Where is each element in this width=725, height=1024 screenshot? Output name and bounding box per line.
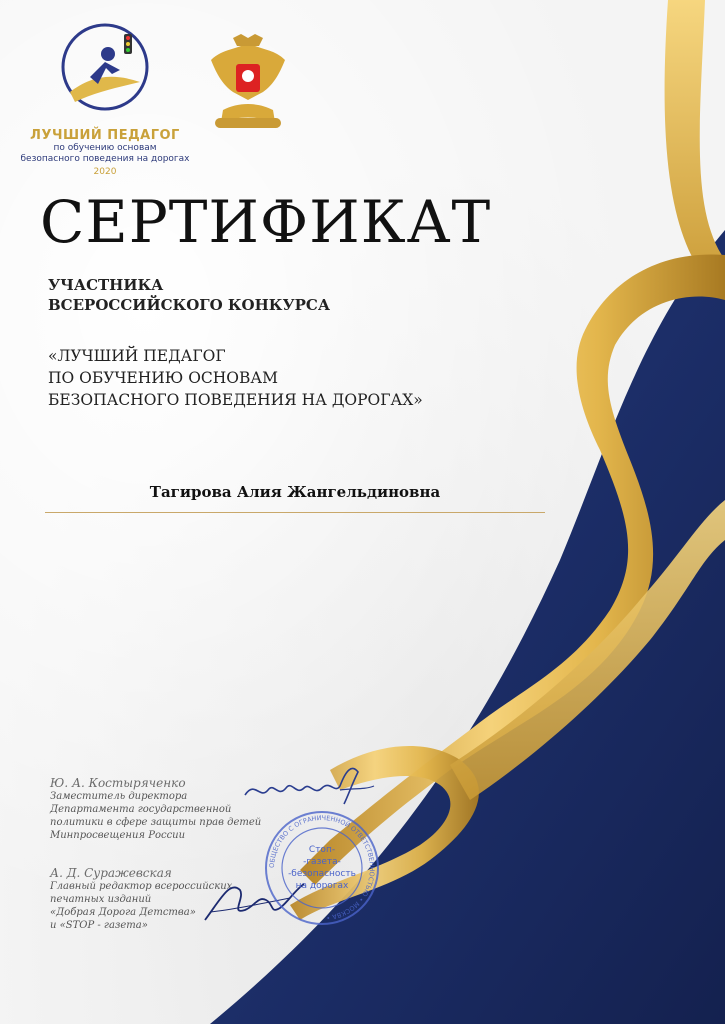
signatory-2-name: А. Д. Суражевская: [50, 866, 172, 880]
signatory-2-position-line: Главный редактор всероссийских: [50, 881, 233, 892]
signatory-1-position-line: Минпросвещения России: [50, 830, 186, 841]
signatory-2-position-line: печатных изданий: [50, 894, 152, 905]
signatory-2-position-line: «Добрая Дорога Детства»: [50, 907, 196, 918]
contest-name: [48, 345, 423, 411]
contest-line-3: БЕЗОПАСНОГО ПОВЕДЕНИЯ НА ДОРОГАХ»: [48, 391, 423, 409]
logo-line-2: безопасного поведения на дорогах: [20, 154, 190, 164]
stamp-ring-text: ОБЩЕСТВО С ОГРАНИЧЕННОЙ ОТВЕТСТВЕННОСТЬЮ • МОСКВА •: [267, 813, 377, 922]
stamp-line-2: -газета-: [303, 857, 341, 867]
logo-year: 2020: [93, 167, 117, 177]
certificate-title: СЕРТИФИКАТ: [40, 188, 492, 256]
logo-title: ЛУЧШИЙ ПЕДАГОГ: [30, 128, 180, 143]
subtitle-line-2: ВСЕРОССИЙСКОГО КОНКУРСА: [48, 296, 331, 314]
signatory-1-name: Ю. А. Костыряченко: [50, 776, 186, 790]
logo-caption: [20, 128, 190, 177]
logo-line-1: по обучению основам: [53, 143, 157, 153]
stamp-line-1: Стоп-: [308, 845, 336, 855]
signatory-1-position-line: Заместитель директора: [50, 791, 188, 802]
signatory-1: [50, 776, 261, 842]
stamp-line-4: на дорогах: [295, 881, 349, 891]
certificate-subtitle: [48, 275, 330, 315]
signatory-1-position-line: политики в сфере защиты прав детей: [50, 817, 262, 828]
coat-of-arms-icon: [203, 30, 293, 140]
subtitle-line-1: УЧАСТНИКА: [48, 276, 164, 294]
stamp-line-3: -безопасность: [288, 869, 356, 879]
contest-line-2: ПО ОБУЧЕНИЮ ОСНОВАМ: [48, 369, 278, 387]
best-teacher-logo-icon: [50, 22, 160, 112]
svg-text:ОБЩЕСТВО С ОГРАНИЧЕННОЙ ОТВЕТС: [268, 814, 376, 922]
official-stamp-icon: [262, 808, 382, 928]
contest-line-1: «ЛУЧШИЙ ПЕДАГОГ: [48, 347, 226, 365]
recipient-name: Тагирова Алия Жангельдиновна: [149, 483, 441, 501]
signatory-2-position-line: и «STOP - газета»: [50, 920, 148, 931]
signature-1-icon: [240, 760, 380, 810]
signatory-1-position-line: Департамента государственной: [50, 804, 232, 815]
recipient-underline: [45, 512, 545, 513]
